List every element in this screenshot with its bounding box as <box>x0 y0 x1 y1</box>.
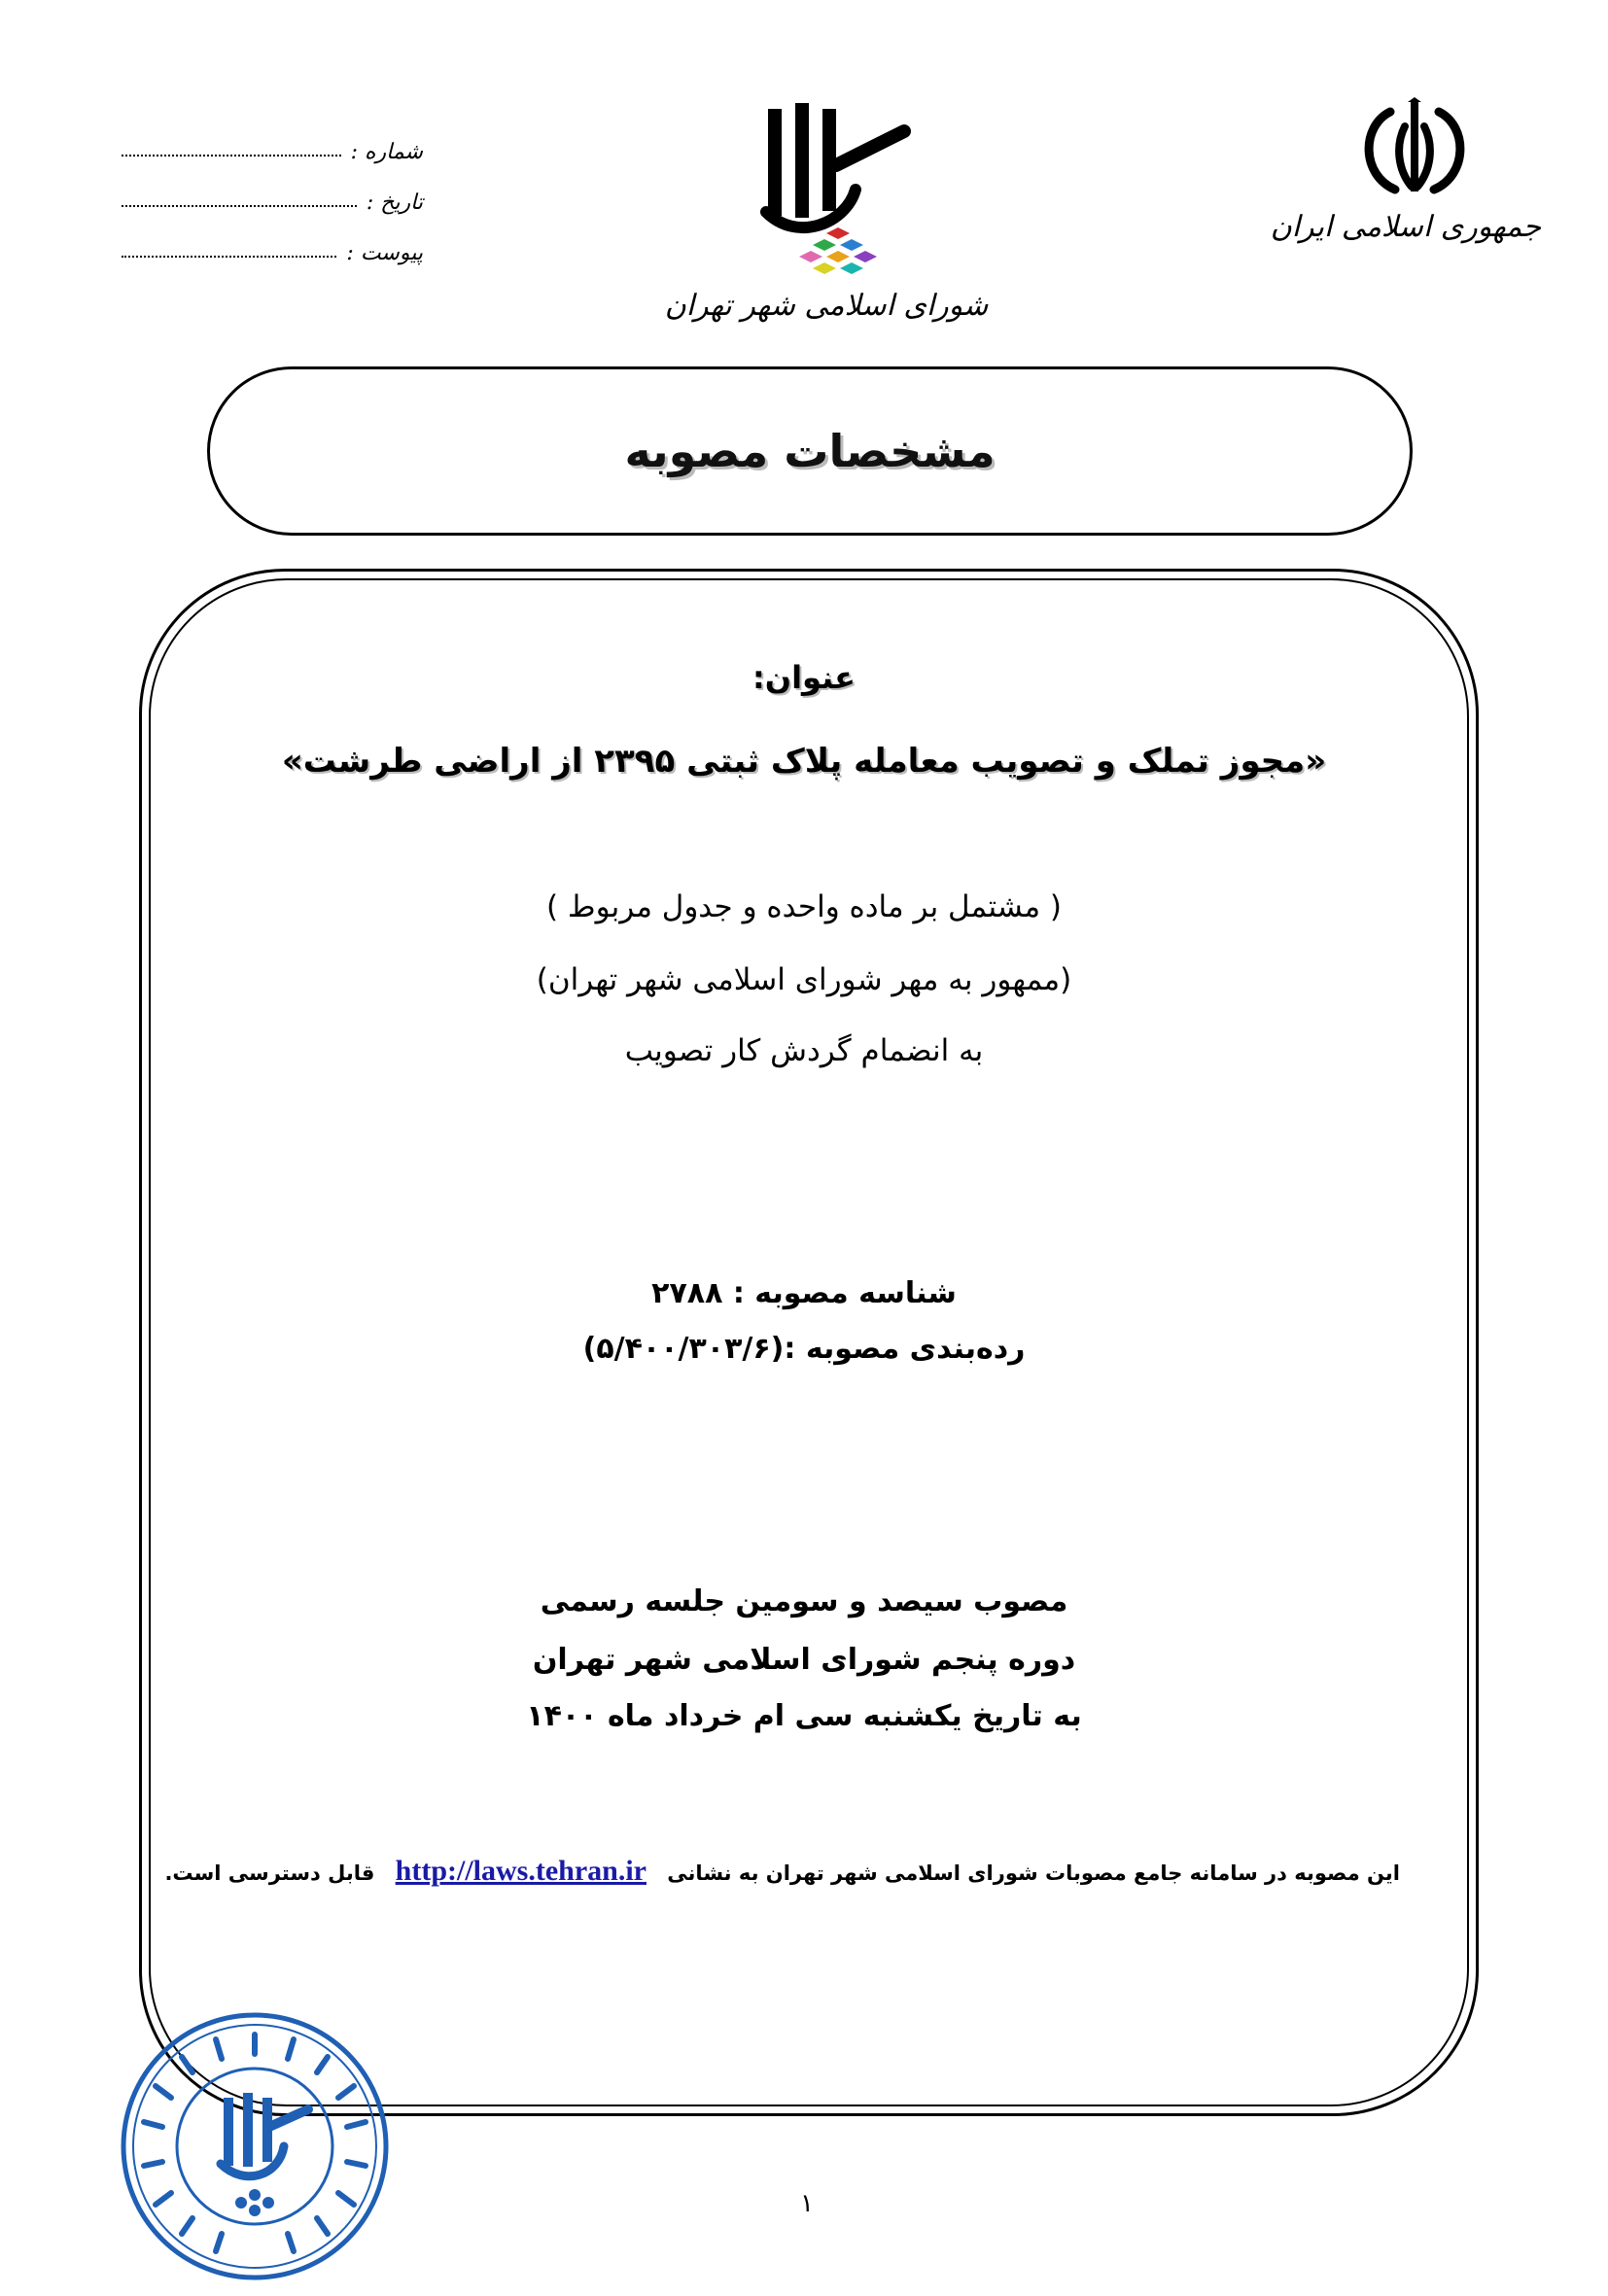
description-line: ( مشتمل بر ماده واحده و جدول مربوط ) <box>545 889 1063 924</box>
iran-emblem <box>1270 97 1541 292</box>
laws-link[interactable]: http://laws.tehran.ir <box>395 1855 647 1887</box>
description-line: به انضمام گردش کار تصویب <box>624 1033 984 1068</box>
reference-number-label: شماره : <box>350 139 423 164</box>
reference-date-label: تاریخ : <box>366 190 423 215</box>
reference-number-dots <box>122 155 341 157</box>
subject-label: عنوان: <box>752 659 856 696</box>
reference-attachment-field <box>122 227 423 278</box>
reference-date-field <box>122 177 423 227</box>
approval-line: به تاریخ یکشنبه سی ام خرداد ماه ۱۴۰۰ <box>526 1699 1082 1733</box>
page-number: ۱ <box>800 2189 814 2218</box>
approval-line: مصوب سیصد و سومین جلسه رسمی <box>540 1584 1068 1618</box>
subject-text: «مجوز تملک و تصویب معامله پلاک ثبتی ۲۳۹۵ از اراضی طرشت» <box>281 742 1327 781</box>
reference-attachment-dots <box>122 256 336 258</box>
seal-icon <box>109 2000 401 2292</box>
access-note <box>164 1855 1400 1888</box>
council-logo-icon <box>719 97 933 287</box>
approval-line: دوره پنجم شورای اسلامی شهر تهران <box>532 1643 1076 1677</box>
title-box <box>207 366 1413 536</box>
description-line: (ممهور به مهر شورای اسلامی شهر تهران) <box>536 962 1072 997</box>
reference-attachment-label: پیوست : <box>346 240 423 265</box>
resolution-identifier: شناسه مصوبه : ۲۷۸۸ <box>651 1276 957 1310</box>
emblem-caption: جمهوری اسلامی ایران <box>1270 210 1541 244</box>
access-note-after: قابل دسترسی است. <box>164 1861 375 1885</box>
official-seal <box>109 2000 401 2292</box>
reference-block <box>122 126 423 278</box>
council-caption: شورای اسلامی شهر تهران <box>664 289 989 323</box>
council-logo <box>661 97 992 340</box>
reference-date-dots <box>122 205 357 207</box>
access-note-before: این مصوبه در سامانه جامع مصوبات شورای اسلامی شهر تهران به نشانی <box>667 1861 1400 1885</box>
iran-emblem-icon <box>1351 97 1478 204</box>
reference-number-field <box>122 126 423 177</box>
resolution-classification: رده‌بندی مصوبه :(۵/۴۰۰/۳۰۳/۶) <box>582 1332 1026 1366</box>
page-title: مشخصات مصوبه <box>624 425 996 477</box>
